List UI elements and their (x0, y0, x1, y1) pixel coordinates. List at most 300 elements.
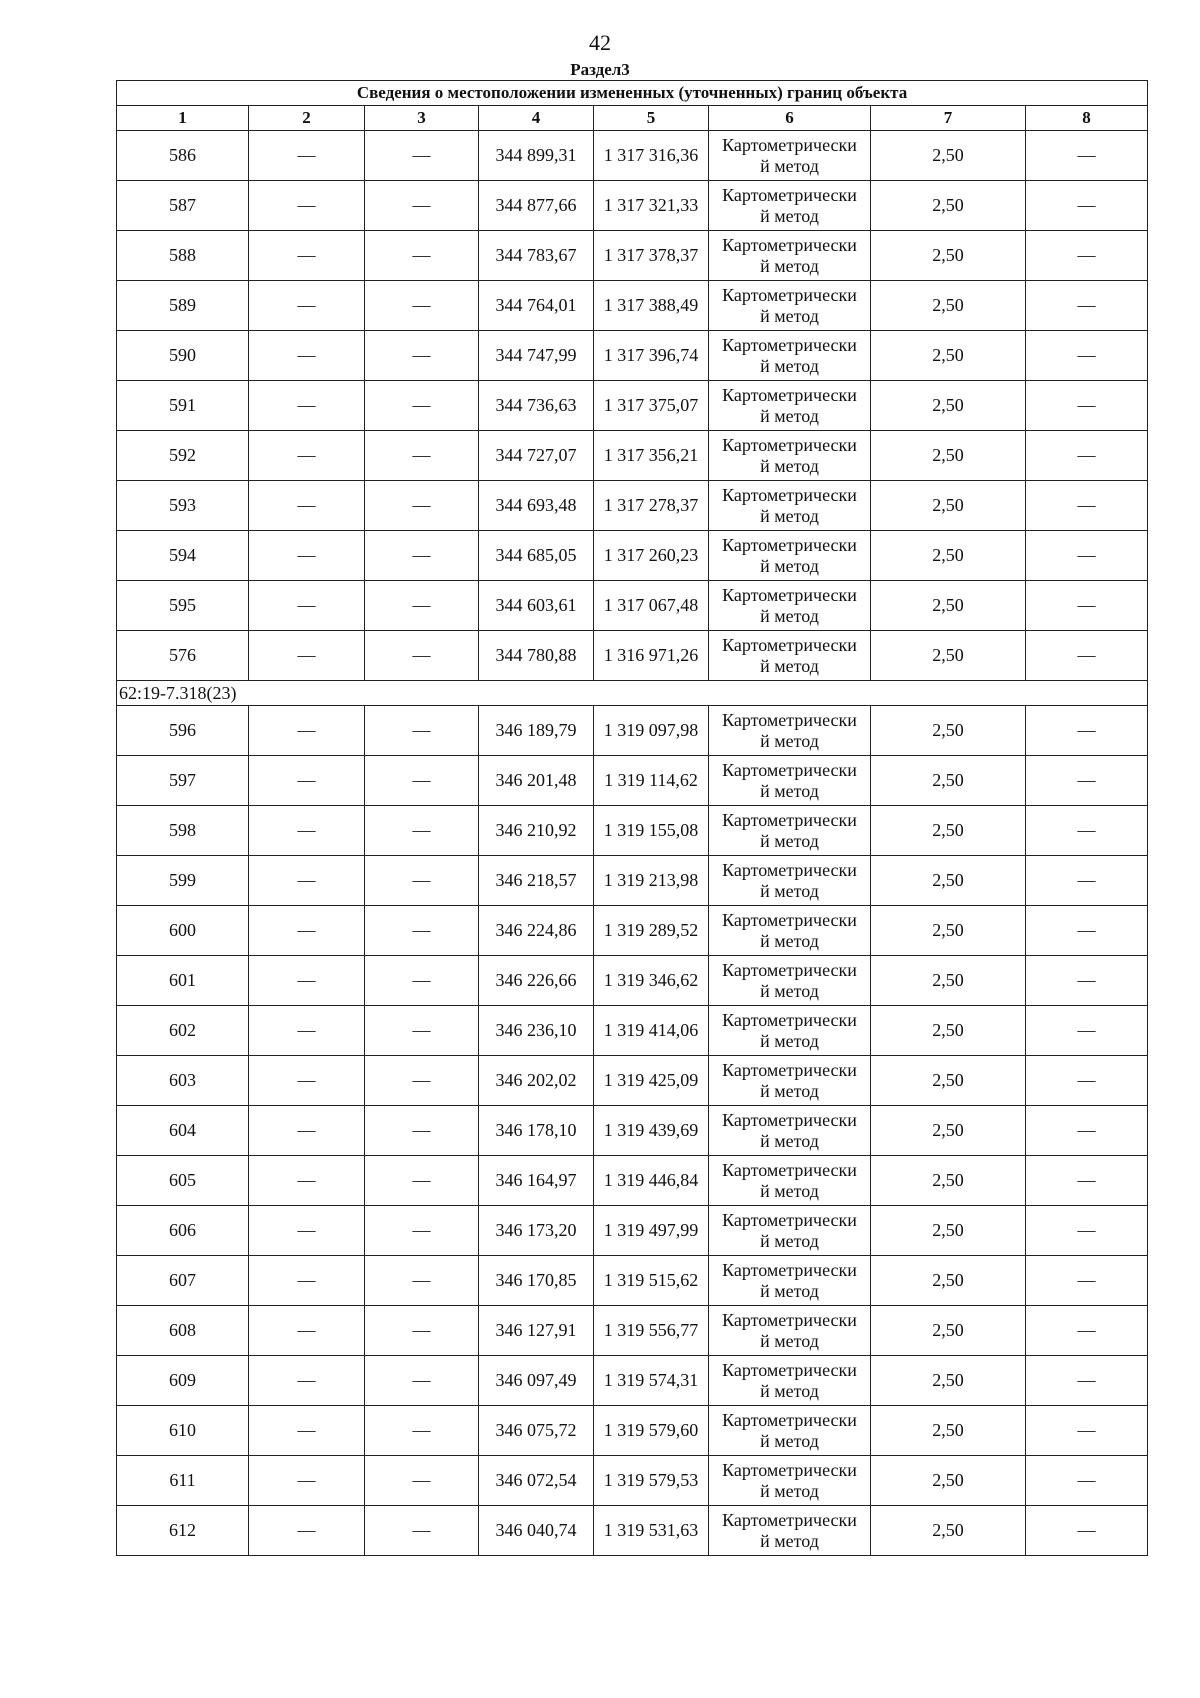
x-coordinate-cell: 346 224,86 (479, 906, 594, 956)
col8-cell: — (1026, 1256, 1148, 1306)
col3-cell: — (365, 431, 479, 481)
method-line-2: й метод (760, 355, 819, 376)
accuracy-cell: 2,50 (871, 381, 1026, 431)
table-row (117, 1256, 1148, 1306)
method-cell (709, 1056, 871, 1106)
col8-cell: — (1026, 1106, 1148, 1156)
method-line-1: Картометрически (722, 134, 857, 155)
accuracy-cell: 2,50 (871, 531, 1026, 581)
col2-cell: — (249, 1306, 365, 1356)
col2-cell: — (249, 706, 365, 756)
point-number-cell: 605 (117, 1156, 249, 1206)
y-coordinate-cell: 1 319 556,77 (594, 1306, 709, 1356)
point-number-cell: 601 (117, 956, 249, 1006)
method-line-2: й метод (760, 980, 819, 1001)
y-coordinate-cell: 1 319 579,53 (594, 1456, 709, 1506)
method-line-2: й метод (760, 1330, 819, 1351)
method-cell (709, 806, 871, 856)
y-coordinate-cell: 1 317 278,37 (594, 481, 709, 531)
method-cell (709, 481, 871, 531)
table-row (117, 1506, 1148, 1556)
col8-cell: — (1026, 1206, 1148, 1256)
method-line-1: Картометрически (722, 234, 857, 255)
x-coordinate-cell: 346 097,49 (479, 1356, 594, 1406)
method-line-2: й метод (760, 830, 819, 851)
col3-cell: — (365, 1256, 479, 1306)
col2-cell: — (249, 756, 365, 806)
col3-cell: — (365, 1406, 479, 1456)
col3-cell: — (365, 906, 479, 956)
accuracy-cell: 2,50 (871, 1256, 1026, 1306)
method-line-2: й метод (760, 455, 819, 476)
col2-cell: — (249, 1256, 365, 1306)
y-coordinate-cell: 1 319 439,69 (594, 1106, 709, 1156)
table-row (117, 531, 1148, 581)
accuracy-cell: 2,50 (871, 1356, 1026, 1406)
col8-cell: — (1026, 1456, 1148, 1506)
col3-cell: — (365, 1006, 479, 1056)
col3-cell: — (365, 381, 479, 431)
col8-cell: — (1026, 1306, 1148, 1356)
col3-cell: — (365, 1356, 479, 1406)
col8-cell: — (1026, 1056, 1148, 1106)
point-number-cell: 600 (117, 906, 249, 956)
col8-cell: — (1026, 956, 1148, 1006)
y-coordinate-cell: 1 316 971,26 (594, 631, 709, 681)
col8-cell: — (1026, 281, 1148, 331)
col8-cell: — (1026, 906, 1148, 956)
point-number-cell: 597 (117, 756, 249, 806)
col8-cell: — (1026, 1506, 1148, 1556)
method-line-2: й метод (760, 1230, 819, 1251)
table-row (117, 1156, 1148, 1206)
y-coordinate-cell: 1 319 097,98 (594, 706, 709, 756)
y-coordinate-cell: 1 317 316,36 (594, 131, 709, 181)
point-number-cell: 604 (117, 1106, 249, 1156)
point-number-cell: 586 (117, 131, 249, 181)
y-coordinate-cell: 1 317 396,74 (594, 331, 709, 381)
col2-cell: — (249, 281, 365, 331)
method-cell (709, 431, 871, 481)
method-line-1: Картометрически (722, 1409, 857, 1430)
table-row (117, 1456, 1148, 1506)
column-header-2: 2 (249, 106, 365, 131)
method-cell (709, 331, 871, 381)
method-line-2: й метод (760, 255, 819, 276)
accuracy-cell: 2,50 (871, 1006, 1026, 1056)
x-coordinate-cell: 346 210,92 (479, 806, 594, 856)
page-number: 42 (589, 30, 611, 55)
method-cell (709, 131, 871, 181)
method-line-1: Картометрически (722, 909, 857, 930)
point-number-cell: 609 (117, 1356, 249, 1406)
col3-cell: — (365, 706, 479, 756)
col8-cell: — (1026, 1156, 1148, 1206)
accuracy-cell: 2,50 (871, 906, 1026, 956)
col2-cell: — (249, 1356, 365, 1406)
col2-cell: — (249, 1506, 365, 1556)
col2-cell: — (249, 181, 365, 231)
column-header-6: 6 (709, 106, 871, 131)
point-number-cell: 592 (117, 431, 249, 481)
method-line-2: й метод (760, 880, 819, 901)
table-row (117, 1406, 1148, 1456)
method-cell (709, 1456, 871, 1506)
table-row (117, 1306, 1148, 1356)
col3-cell: — (365, 531, 479, 581)
x-coordinate-cell: 346 218,57 (479, 856, 594, 906)
method-line-1: Картометрически (722, 184, 857, 205)
method-line-1: Картометрически (722, 1159, 857, 1180)
y-coordinate-cell: 1 317 378,37 (594, 231, 709, 281)
col2-cell: — (249, 381, 365, 431)
method-cell (709, 856, 871, 906)
col2-cell: — (249, 1156, 365, 1206)
method-cell (709, 531, 871, 581)
col2-cell: — (249, 856, 365, 906)
point-number-cell: 596 (117, 706, 249, 756)
method-cell (709, 1256, 871, 1306)
point-number-cell: 606 (117, 1206, 249, 1256)
accuracy-cell: 2,50 (871, 581, 1026, 631)
col3-cell: — (365, 131, 479, 181)
table-row (117, 1056, 1148, 1106)
col8-cell: — (1026, 806, 1148, 856)
method-line-1: Картометрически (722, 384, 857, 405)
method-cell (709, 1356, 871, 1406)
accuracy-cell: 2,50 (871, 756, 1026, 806)
method-line-2: й метод (760, 655, 819, 676)
point-number-cell: 599 (117, 856, 249, 906)
point-number-cell: 594 (117, 531, 249, 581)
accuracy-cell: 2,50 (871, 806, 1026, 856)
method-line-1: Картометрически (722, 1059, 857, 1080)
accuracy-cell: 2,50 (871, 481, 1026, 531)
method-cell (709, 631, 871, 681)
x-coordinate-cell: 344 764,01 (479, 281, 594, 331)
x-coordinate-cell: 344 783,67 (479, 231, 594, 281)
column-header-3: 3 (365, 106, 479, 131)
table-row (117, 1206, 1148, 1256)
y-coordinate-cell: 1 317 067,48 (594, 581, 709, 631)
method-cell (709, 1156, 871, 1206)
col3-cell: — (365, 331, 479, 381)
x-coordinate-cell: 344 780,88 (479, 631, 594, 681)
col3-cell: — (365, 1156, 479, 1206)
accuracy-cell: 2,50 (871, 1456, 1026, 1506)
table-row (117, 1106, 1148, 1156)
x-coordinate-cell: 344 747,99 (479, 331, 594, 381)
col2-cell: — (249, 231, 365, 281)
table-row (117, 756, 1148, 806)
method-cell (709, 231, 871, 281)
method-cell (709, 381, 871, 431)
section-title: Раздел3 (570, 60, 630, 79)
method-cell (709, 756, 871, 806)
col2-cell: — (249, 906, 365, 956)
boundary-coordinates-table (116, 80, 1148, 1556)
col2-cell: — (249, 1406, 365, 1456)
col2-cell: — (249, 631, 365, 681)
y-coordinate-cell: 1 317 375,07 (594, 381, 709, 431)
col3-cell: — (365, 181, 479, 231)
col3-cell: — (365, 631, 479, 681)
table-row (117, 1356, 1148, 1406)
column-header-8: 8 (1026, 106, 1148, 131)
method-line-1: Картометрически (722, 859, 857, 880)
col3-cell: — (365, 281, 479, 331)
col8-cell: — (1026, 531, 1148, 581)
method-line-2: й метод (760, 155, 819, 176)
method-line-2: й метод (760, 205, 819, 226)
table-row (117, 631, 1148, 681)
accuracy-cell: 2,50 (871, 1206, 1026, 1256)
point-number-cell: 607 (117, 1256, 249, 1306)
method-line-2: й метод (760, 780, 819, 801)
col8-cell: — (1026, 1356, 1148, 1406)
point-number-cell: 587 (117, 181, 249, 231)
accuracy-cell: 2,50 (871, 231, 1026, 281)
method-cell (709, 281, 871, 331)
method-line-2: й метод (760, 405, 819, 426)
col3-cell: — (365, 806, 479, 856)
point-number-cell: 598 (117, 806, 249, 856)
col8-cell: — (1026, 231, 1148, 281)
col2-cell: — (249, 1106, 365, 1156)
table-row (117, 806, 1148, 856)
y-coordinate-cell: 1 317 356,21 (594, 431, 709, 481)
x-coordinate-cell: 346 164,97 (479, 1156, 594, 1206)
col2-cell: — (249, 956, 365, 1006)
method-line-1: Картометрически (722, 1309, 857, 1330)
x-coordinate-cell: 346 189,79 (479, 706, 594, 756)
table-row (117, 381, 1148, 431)
table-row (117, 906, 1148, 956)
col8-cell: — (1026, 181, 1148, 231)
method-cell (709, 956, 871, 1006)
point-number-cell: 612 (117, 1506, 249, 1556)
x-coordinate-cell: 344 603,61 (479, 581, 594, 631)
col3-cell: — (365, 856, 479, 906)
column-header-7: 7 (871, 106, 1026, 131)
x-coordinate-cell: 346 202,02 (479, 1056, 594, 1106)
col3-cell: — (365, 756, 479, 806)
table-row (117, 581, 1148, 631)
method-line-2: й метод (760, 1030, 819, 1051)
method-line-1: Картометрически (722, 634, 857, 655)
table-row (117, 956, 1148, 1006)
method-line-1: Картометрически (722, 809, 857, 830)
point-number-cell: 611 (117, 1456, 249, 1506)
y-coordinate-cell: 1 319 579,60 (594, 1406, 709, 1456)
method-line-1: Картометрически (722, 484, 857, 505)
y-coordinate-cell: 1 317 321,33 (594, 181, 709, 231)
col8-cell: — (1026, 706, 1148, 756)
x-coordinate-cell: 346 075,72 (479, 1406, 594, 1456)
col2-cell: — (249, 481, 365, 531)
column-header-1: 1 (117, 106, 249, 131)
method-line-2: й метод (760, 1180, 819, 1201)
col3-cell: — (365, 1106, 479, 1156)
x-coordinate-cell: 346 072,54 (479, 1456, 594, 1506)
accuracy-cell: 2,50 (871, 181, 1026, 231)
method-cell (709, 1206, 871, 1256)
y-coordinate-cell: 1 319 289,52 (594, 906, 709, 956)
method-cell (709, 906, 871, 956)
accuracy-cell: 2,50 (871, 1106, 1026, 1156)
point-number-cell: 595 (117, 581, 249, 631)
table-row (117, 1006, 1148, 1056)
point-number-cell: 593 (117, 481, 249, 531)
method-line-1: Картометрически (722, 334, 857, 355)
method-line-2: й метод (760, 930, 819, 951)
col3-cell: — (365, 1456, 479, 1506)
col8-cell: — (1026, 431, 1148, 481)
col3-cell: — (365, 481, 479, 531)
method-line-2: й метод (760, 1480, 819, 1501)
method-line-1: Картометрически (722, 434, 857, 455)
y-coordinate-cell: 1 319 515,62 (594, 1256, 709, 1306)
table-row (117, 431, 1148, 481)
point-number-cell: 576 (117, 631, 249, 681)
method-cell (709, 1406, 871, 1456)
col3-cell: — (365, 231, 479, 281)
col8-cell: — (1026, 631, 1148, 681)
col2-cell: — (249, 331, 365, 381)
col2-cell: — (249, 131, 365, 181)
accuracy-cell: 2,50 (871, 631, 1026, 681)
table-body (117, 131, 1148, 1556)
col8-cell: — (1026, 581, 1148, 631)
group-label: 62:19-7.318(23) (117, 681, 1148, 706)
accuracy-cell: 2,50 (871, 1506, 1026, 1556)
table-row (117, 481, 1148, 531)
point-number-cell: 608 (117, 1306, 249, 1356)
method-line-2: й метод (760, 305, 819, 326)
y-coordinate-cell: 1 319 155,08 (594, 806, 709, 856)
col2-cell: — (249, 431, 365, 481)
table-row (117, 856, 1148, 906)
accuracy-cell: 2,50 (871, 431, 1026, 481)
method-line-2: й метод (760, 1280, 819, 1301)
col3-cell: — (365, 1206, 479, 1256)
method-line-2: й метод (760, 1530, 819, 1551)
col8-cell: — (1026, 481, 1148, 531)
x-coordinate-cell: 346 127,91 (479, 1306, 594, 1356)
x-coordinate-cell: 346 173,20 (479, 1206, 594, 1256)
point-number-cell: 588 (117, 231, 249, 281)
method-cell (709, 1006, 871, 1056)
method-line-1: Картометрически (722, 1259, 857, 1280)
method-line-1: Картометрически (722, 709, 857, 730)
method-cell (709, 1106, 871, 1156)
method-line-2: й метод (760, 555, 819, 576)
col8-cell: — (1026, 1006, 1148, 1056)
y-coordinate-cell: 1 319 346,62 (594, 956, 709, 1006)
table-row (117, 281, 1148, 331)
method-line-1: Картометрически (722, 759, 857, 780)
accuracy-cell: 2,50 (871, 856, 1026, 906)
accuracy-cell: 2,50 (871, 331, 1026, 381)
method-line-2: й метод (760, 505, 819, 526)
col8-cell: — (1026, 1406, 1148, 1456)
accuracy-cell: 2,50 (871, 281, 1026, 331)
col2-cell: — (249, 1206, 365, 1256)
accuracy-cell: 2,50 (871, 1306, 1026, 1356)
col8-cell: — (1026, 331, 1148, 381)
y-coordinate-cell: 1 317 260,23 (594, 531, 709, 581)
column-header-5: 5 (594, 106, 709, 131)
accuracy-cell: 2,50 (871, 1156, 1026, 1206)
x-coordinate-cell: 344 685,05 (479, 531, 594, 581)
table-row (117, 131, 1148, 181)
method-line-1: Картометрически (722, 1459, 857, 1480)
col8-cell: — (1026, 756, 1148, 806)
y-coordinate-cell: 1 319 114,62 (594, 756, 709, 806)
col8-cell: — (1026, 856, 1148, 906)
column-header-4: 4 (479, 106, 594, 131)
col2-cell: — (249, 1456, 365, 1506)
x-coordinate-cell: 346 226,66 (479, 956, 594, 1006)
col2-cell: — (249, 531, 365, 581)
method-cell (709, 1306, 871, 1356)
method-line-1: Картометрически (722, 1359, 857, 1380)
point-number-cell: 591 (117, 381, 249, 431)
accuracy-cell: 2,50 (871, 1056, 1026, 1106)
y-coordinate-cell: 1 319 414,06 (594, 1006, 709, 1056)
x-coordinate-cell: 346 040,74 (479, 1506, 594, 1556)
col8-cell: — (1026, 381, 1148, 431)
table-row (117, 706, 1148, 756)
method-line-2: й метод (760, 1430, 819, 1451)
method-cell (709, 1506, 871, 1556)
y-coordinate-cell: 1 319 425,09 (594, 1056, 709, 1106)
x-coordinate-cell: 344 899,31 (479, 131, 594, 181)
group-row (117, 681, 1148, 706)
column-number-row (117, 106, 1148, 131)
y-coordinate-cell: 1 317 388,49 (594, 281, 709, 331)
x-coordinate-cell: 344 727,07 (479, 431, 594, 481)
x-coordinate-cell: 346 170,85 (479, 1256, 594, 1306)
y-coordinate-cell: 1 319 497,99 (594, 1206, 709, 1256)
x-coordinate-cell: 344 736,63 (479, 381, 594, 431)
col3-cell: — (365, 1056, 479, 1106)
method-line-2: й метод (760, 1080, 819, 1101)
col3-cell: — (365, 1306, 479, 1356)
table-row (117, 181, 1148, 231)
col3-cell: — (365, 1506, 479, 1556)
point-number-cell: 603 (117, 1056, 249, 1106)
method-cell (709, 706, 871, 756)
method-line-1: Картометрически (722, 584, 857, 605)
col2-cell: — (249, 1006, 365, 1056)
accuracy-cell: 2,50 (871, 706, 1026, 756)
method-cell (709, 181, 871, 231)
y-coordinate-cell: 1 319 574,31 (594, 1356, 709, 1406)
accuracy-cell: 2,50 (871, 956, 1026, 1006)
method-line-1: Картометрически (722, 534, 857, 555)
point-number-cell: 590 (117, 331, 249, 381)
x-coordinate-cell: 344 877,66 (479, 181, 594, 231)
x-coordinate-cell: 346 201,48 (479, 756, 594, 806)
y-coordinate-cell: 1 319 213,98 (594, 856, 709, 906)
point-number-cell: 589 (117, 281, 249, 331)
method-line-2: й метод (760, 730, 819, 751)
method-line-1: Картометрически (722, 1509, 857, 1530)
table-caption: Сведения о местоположении измененных (уточненных) границ объекта (117, 81, 1148, 106)
method-line-1: Картометрически (722, 1009, 857, 1030)
x-coordinate-cell: 346 236,10 (479, 1006, 594, 1056)
